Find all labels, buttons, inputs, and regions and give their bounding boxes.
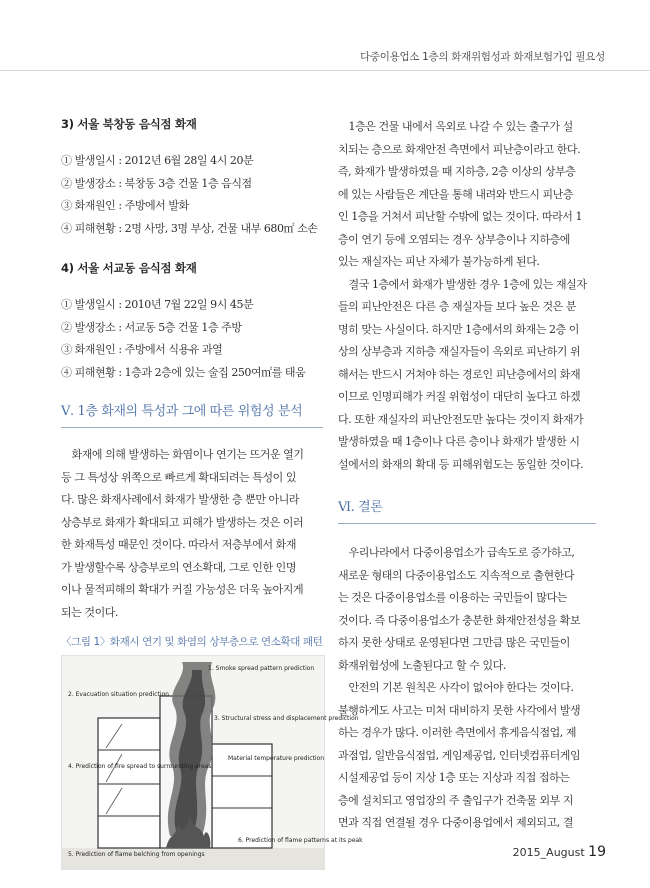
text-line: 한 화재특성 때문인 것이다. 따라서 저층부에서 화재 (61, 538, 297, 551)
text-line: 설에서의 화재의 확대 등 피해위험도는 동일한 것이다. (338, 457, 584, 471)
section6-title: Ⅵ. 결론 (338, 496, 596, 524)
text-line: 1층은 건물 내에서 옥외로 나갈 수 있는 출구가 설 (338, 120, 573, 133)
text-line: 해서는 반드시 거쳐야 하는 경로인 피난층에서의 화재 (338, 367, 581, 381)
text-line: 화재위험성에 노출된다고 할 수 있다. (338, 658, 506, 672)
text-line: 것이다. 즉 다중이용업소가 충분한 화재안전성을 확보 (338, 613, 581, 627)
section5-continuation (338, 116, 596, 476)
header-rule (0, 70, 650, 71)
text-line: 하는 경우가 많다. 이러한 측면에서 휴게음식점업, 제 (338, 726, 577, 739)
text-line: 불행하게도 사고는 미처 대비하지 못한 사각에서 발생 (338, 703, 581, 717)
case3-title: 3) 서울 북창동 음식점 화재 (61, 117, 197, 131)
text-line: 인 1층을 거쳐서 피난할 수밖에 없는 것이다. 따라서 1 (338, 210, 583, 223)
case3-item: ③ 화재원인 : 주방에서 발화 (61, 199, 189, 212)
text-line: 다. 많은 화재사례에서 화재가 발생한 층 뿐만 아니라 (61, 493, 300, 506)
case3-item: ① 발생일시 : 2012년 6월 28일 4시 20분 (61, 154, 254, 167)
text-line: 결국 1층에서 화재가 발생한 경우 1층에 있는 재실자 (338, 277, 587, 291)
conclusion-paragraph (338, 542, 596, 835)
text-line: 층에 설치되고 영업장의 주 출입구가 건축물 외부 지 (338, 793, 574, 807)
text-line: 상의 상부층과 지하층 재실자들이 옥외로 피난하기 위 (338, 345, 581, 358)
text-line: 이므로 인명피해가 커질 위험성이 대단히 높다고 하겠 (338, 390, 581, 403)
page-footer (513, 844, 606, 860)
text-line: 우리나라에서 다중이용업소가 급속도로 증가하고, (338, 546, 575, 559)
page-number: 19 (588, 844, 606, 860)
section5-title: Ⅴ. 1층 화재의 특성과 그에 따른 위험성 분석 (61, 400, 323, 428)
text-line: 과점업, 일반음식점업, 게임제공업, 인터넷컴퓨터게임 (338, 748, 581, 762)
text-line: 발생하였을 때 1층이나 다른 층이나 화재가 발생한 시 (338, 435, 580, 448)
text-line: 시설제공업 등이 지상 1층 또는 지상과 직접 접하는 (338, 771, 570, 784)
text-line: 들의 피난안전은 다른 층 재실자들 보다 높은 것은 분 (338, 300, 577, 313)
section5-paragraph (61, 444, 323, 624)
running-head: 다중이용업소 1층의 화재위험성과 화재보험가입 필요성 (360, 51, 605, 63)
figure-label: 4. Prediction of fire spread to surrounding areas (68, 763, 212, 770)
case3-item: ② 발생장소 : 북창동 3층 건물 1층 음식점 (61, 176, 252, 190)
text-line: 면과 직접 연결될 경우 다중이용업에서 제외되고, 결 (338, 816, 574, 829)
case4-item: ④ 피해현황 : 1층과 2층에 있는 술집 250여㎡를 태움 (61, 365, 306, 379)
text-line: 있는 재실자는 피난 자체가 불가능하게 된다. (338, 255, 540, 268)
case4-title: 4) 서울 서교동 음식점 화재 (61, 261, 197, 275)
building-fire-diagram (62, 656, 363, 869)
text-line: 하지 못한 상태로 운영된다면 그만큼 많은 국민들이 (338, 636, 570, 649)
figure-label: 3. Structural stress and displacement prediction (214, 715, 359, 722)
issue-label: 2015_August (512, 846, 585, 859)
text-line: 화재에 의해 발생하는 화염이나 연기는 뜨거운 열기 (61, 448, 304, 461)
text-line: 다. 또한 재실자의 피난안전도만 높다는 것이지 화재가 (338, 412, 584, 426)
text-line: 되는 것이다. (61, 605, 118, 619)
case3-item: ④ 피해현황 : 2명 사망, 3명 부상, 건물 내부 680㎡ 소손 (61, 221, 318, 235)
case4-item: ① 발생일시 : 2010년 7월 22일 9시 45분 (61, 298, 254, 311)
text-line: 상층부로 화재가 확대되고 피해가 발생하는 것은 이러 (61, 515, 304, 529)
right-column (338, 116, 596, 835)
text-line: 즉, 화재가 발생하였을 때 지하층, 2층 이상의 상부층 (338, 165, 576, 178)
text-line: 는 것은 다중이용업소를 이용하는 국민들이 많다는 (338, 591, 567, 604)
figure-label: 6. Prediction of flame patterns at its peak (238, 837, 363, 844)
text-line: 안전의 기본 원칙은 사각이 없어야 한다는 것이다. (338, 681, 574, 694)
case4-item: ② 발생장소 : 서교동 5층 건물 1층 주방 (61, 320, 242, 334)
fire-spread-figure (61, 655, 363, 870)
text-line: 등 그 특성상 위쪽으로 빠르게 확대되려는 특성이 있 (61, 470, 297, 484)
figure-label: 2. Evacuation situation prediction (68, 691, 169, 698)
figure-label: Material temperature prediction (228, 755, 325, 762)
text-line: 층이 연기 등에 오염되는 경우 상부층이나 지하층에 (338, 232, 570, 246)
figure-label: 5. Prediction of flame belching from openings (68, 851, 205, 858)
text-line: 새로운 형태의 다중이용업소도 지속적으로 출현한다 (338, 568, 575, 582)
text-line: 명히 맞는 사실이다. 하지만 1층에서의 화재는 2층 이 (338, 322, 579, 336)
figure-caption: 〈그림 1〉화재시 연기 및 화염의 상부층으로 연소확대 패턴 (61, 636, 323, 648)
text-line: 이나 물적피해의 확대가 커질 가능성은 더욱 높아지게 (61, 583, 304, 596)
text-line: 에 있는 사람들은 계단을 통해 내려와 반드시 피난층 (338, 187, 574, 201)
figure-label: 1. Smoke spread pattern prediction (208, 665, 315, 672)
case4-item: ③ 화재원인 : 주방에서 식용유 과열 (61, 343, 223, 356)
text-line: 가 발생할수록 상층부로의 연소확대, 그로 인한 인명 (61, 560, 297, 574)
text-line: 치되는 층으로 화재안전 측면에서 피난층이라고 한다. (338, 142, 581, 156)
